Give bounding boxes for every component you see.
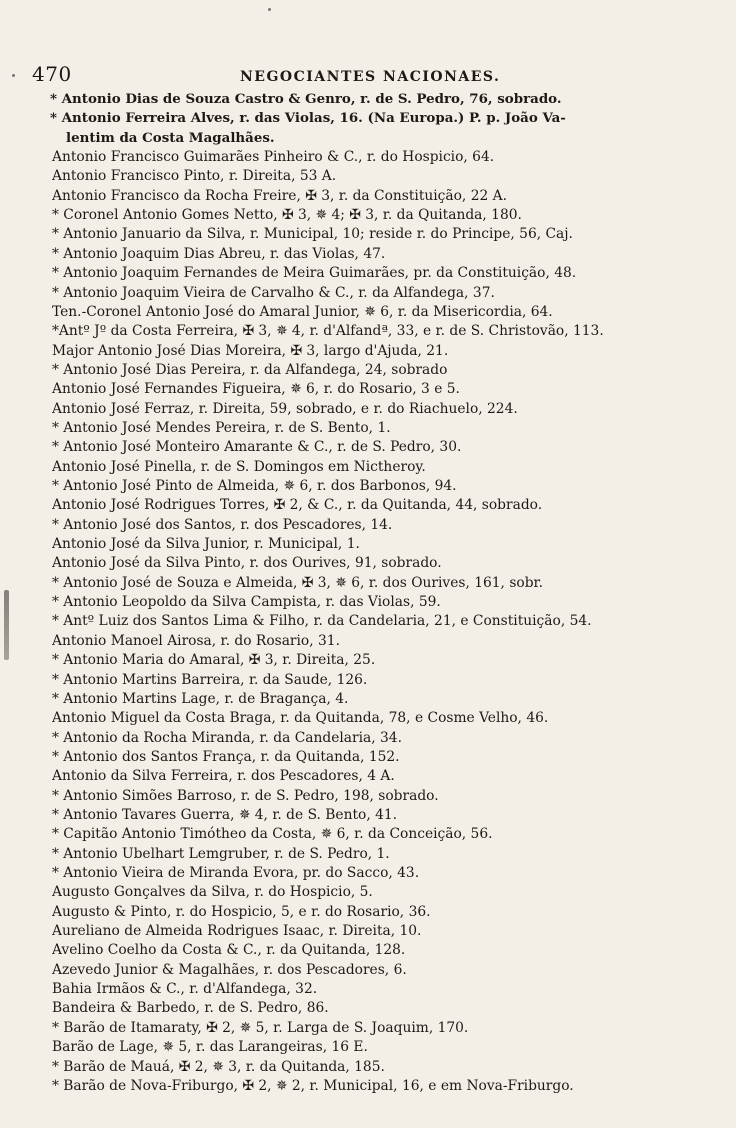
page-heading: NEGOCIANTES NACIONAES. [240, 69, 501, 85]
directory-entry: * Capitão Antonio Timótheo da Costa, ✵ 6, r. da Conceição, 56. [52, 826, 493, 843]
page-header [32, 62, 672, 86]
directory-entry: * Antonio Ferreira Alves, r. das Violas, 16. (Na Europa.) P. p. João Va- [50, 110, 566, 127]
directory-entry: * Coronel Antonio Gomes Netto, ✠ 3, ✵ 4; ✠ 3, r. da Quitanda, 180. [52, 207, 522, 224]
directory-entry: Avelino Coelho da Costa & C., r. da Quitanda, 128. [52, 942, 406, 959]
directory-entry: Bahia Irmãos & C., r. d'Alfandega, 32. [52, 981, 318, 998]
directory-entry: * Antonio Dias de Souza Castro & Genro, r. de S. Pedro, 76, sobrado. [50, 91, 562, 107]
directory-entry: * Antonio Vieira de Miranda Evora, pr. do Sacco, 43. [52, 865, 420, 881]
directory-entry: * Antonio José de Souza e Almeida, ✠ 3, ✵ 6, r. dos Ourives, 161, sobr. [52, 574, 544, 591]
directory-entry: Ten.-Coronel Antonio José do Amaral Junior, ✵ 6, r. da Misericordia, 64. [52, 303, 553, 320]
directory-entry: Major Antonio José Dias Moreira, ✠ 3, largo d'Ajuda, 21. [52, 342, 449, 359]
directory-entry: * Antonio Januario da Silva, r. Municipal, 10; reside r. do Principe, 56, Caj. [52, 226, 573, 243]
directory-entry: Antonio José Rodrigues Torres, ✠ 2, & C., r. da Quitanda, 44, sobrado. [52, 497, 543, 514]
directory-entry: * Antonio Maria do Amaral, ✠ 3, r. Direita, 25. [52, 652, 376, 669]
directory-entry: Antonio Miguel da Costa Braga, r. da Quitanda, 78, e Cosme Velho, 46. [52, 710, 549, 727]
directory-entry: * Antonio José Monteiro Amarante & C., r. de S. Pedro, 30. [52, 439, 462, 456]
directory-entry: * Antonio José dos Santos, r. dos Pescadores, 14. [52, 516, 393, 533]
margin-ink-mark [4, 590, 9, 660]
directory-entry: Antonio José Pinella, r. de S. Domingos em Nictheroy. [52, 458, 426, 475]
directory-entry: Antonio José da Silva Pinto, r. dos Ourives, 91, sobrado. [52, 555, 442, 572]
directory-entry: * Barão de Mauá, ✠ 2, ✵ 3, r. da Quitanda, 185. [52, 1058, 385, 1075]
directory-entry: * Barão de Itamaraty, ✠ 2, ✵ 5, r. Larga de S. Joaquim, 170. [52, 1019, 469, 1036]
page-number: 470 [32, 62, 72, 86]
print-speck [268, 8, 271, 11]
directory-entry: * Antonio Leopoldo da Silva Campista, r. das Violas, 59. [52, 594, 441, 611]
directory-entry: Antonio Manoel Airosa, r. do Rosario, 31. [52, 632, 340, 649]
directory-entry: * Antonio Joaquim Dias Abreu, r. das Violas, 47. [52, 245, 386, 262]
directory-entry: Antonio José da Silva Junior, r. Municipal, 1. [52, 536, 360, 553]
directory-entry: *Antº Jº da Costa Ferreira, ✠ 3, ✵ 4, r. d'Alfandª, 33, e r. de S. Christovão, 113. [52, 323, 604, 340]
directory-entry: Antonio da Silva Ferreira, r. dos Pescadores, 4 A. [52, 768, 395, 785]
directory-entry: * Antonio Martins Barreira, r. da Saude, 126. [52, 671, 368, 688]
directory-entry: * Antonio Ubelhart Lemgruber, r. de S. Pedro, 1. [52, 845, 390, 862]
directory-entry: * Antonio Simões Barroso, r. de S. Pedro, 198, sobrado. [52, 787, 439, 804]
directory-entry: Antonio José Fernandes Figueira, ✵ 6, r. do Rosario, 3 e 5. [52, 381, 460, 398]
directory-entry: * Antonio Joaquim Fernandes de Meira Guimarães, pr. da Constituição, 48. [52, 265, 577, 282]
directory-entry: * Antonio Tavares Guerra, ✵ 4, r. de S. Bento, 41. [52, 806, 398, 823]
directory-entry: * Antonio Joaquim Vieira de Carvalho & C., r. da Alfandega, 37. [52, 284, 495, 301]
directory-entry: * Antonio dos Santos França, r. da Quitanda, 152. [52, 748, 400, 765]
directory-entry: Barão de Lage, ✵ 5, r. das Larangeiras, 16 E. [52, 1039, 368, 1056]
directory-entry: lentim da Costa Magalhães. [66, 129, 275, 146]
directory-entry: Antonio Francisco Guimarães Pinheiro & C., r. do Hospicio, 64. [52, 149, 495, 166]
directory-entry: Antonio Francisco da Rocha Freire, ✠ 3, r. da Constituição, 22 A. [52, 187, 507, 204]
directory-entry: * Antonio José Mendes Pereira, r. de S. Bento, 1. [52, 419, 391, 436]
directory-entry: * Antonio da Rocha Miranda, r. da Candelaria, 34. [52, 729, 402, 746]
directory-entry: Antonio Francisco Pinto, r. Direita, 53 A. [52, 168, 337, 185]
directory-entry: Antonio José Ferraz, r. Direita, 59, sobrado, e r. do Riachuelo, 224. [52, 400, 518, 417]
directory-entry: Augusto Gonçalves da Silva, r. do Hospicio, 5. [52, 884, 373, 901]
directory-entry: * Antº Luiz dos Santos Lima & Filho, r. da Candelaria, 21, e Constituição, 54. [52, 613, 592, 630]
directory-entry: * Antonio José Dias Pereira, r. da Alfandega, 24, sobrado [52, 361, 448, 378]
directory-entry: * Antonio Martins Lage, r. de Bragança, 4. [52, 690, 349, 707]
print-speck [12, 74, 15, 77]
directory-entry: Azevedo Junior & Magalhães, r. dos Pescadores, 6. [52, 961, 407, 978]
directory-entry: Augusto & Pinto, r. do Hospicio, 5, e r. do Rosario, 36. [52, 903, 431, 920]
directory-entry: * Barão de Nova-Friburgo, ✠ 2, ✵ 2, r. Municipal, 16, e em Nova-Friburgo. [52, 1077, 574, 1094]
directory-entry: Aureliano de Almeida Rodrigues Isaac, r. Direita, 10. [52, 923, 422, 940]
directory-entry: Bandeira & Barbedo, r. de S. Pedro, 86. [52, 1000, 329, 1017]
directory-entry: * Antonio José Pinto de Almeida, ✵ 6, r. dos Barbonos, 94. [52, 478, 457, 494]
